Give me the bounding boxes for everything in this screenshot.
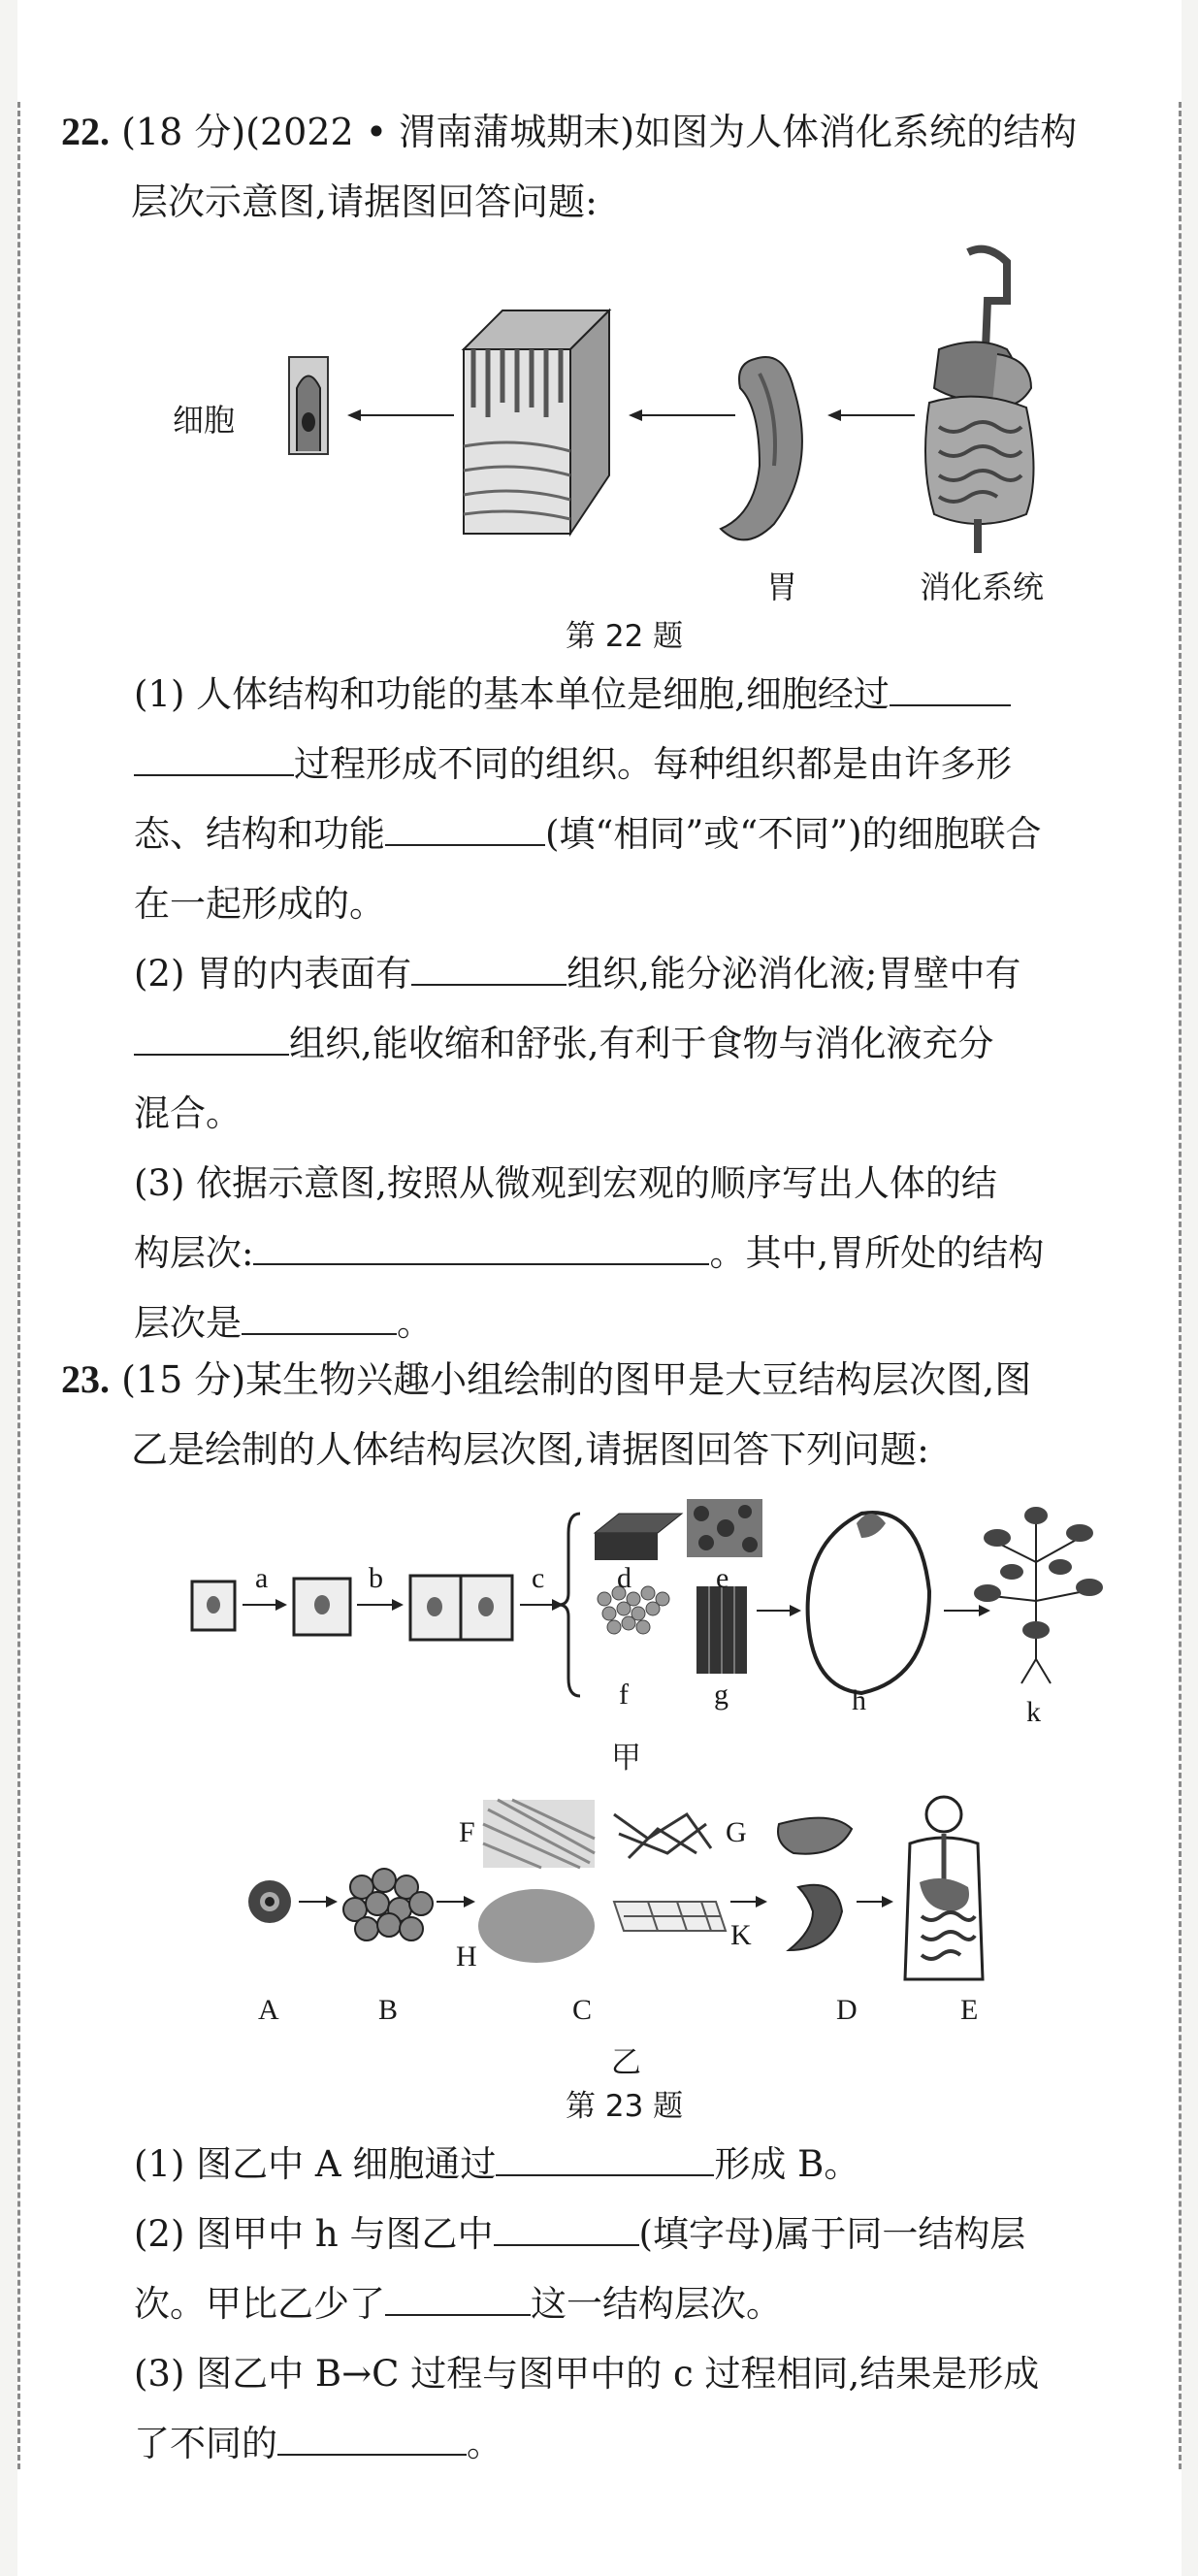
tissue-label-e: e	[716, 1562, 729, 1594]
figure-yi-caption: 乙	[611, 2045, 641, 2080]
q22-blank-1b[interactable]	[134, 735, 294, 776]
label-B: B	[378, 1994, 399, 2026]
q22-p1-line3b: (填“相同”或“不同”)的细胞联合	[545, 813, 1042, 855]
q22-p1-line3a: 态、结构和功能	[134, 813, 385, 855]
tissue-label-d: d	[617, 1562, 631, 1594]
q23-blank-2[interactable]	[494, 2205, 639, 2246]
left-dashed-margin	[17, 102, 20, 2469]
q23-p2-line2a: 次。甲比乙少了	[134, 2283, 385, 2325]
plant-label-k: k	[1026, 1696, 1041, 1728]
q23-p3-line2b: 。	[467, 2423, 502, 2464]
cell-image	[289, 357, 328, 454]
q23-p3-line2a: 了不同的	[134, 2423, 277, 2464]
q23-part1	[134, 2130, 1162, 2200]
arrow-label-b: b	[369, 1562, 383, 1594]
worksheet-page	[17, 0, 1182, 2576]
q22-part2	[134, 939, 1162, 1149]
q22-p2-line1a: (2) 胃的内表面有	[134, 953, 412, 995]
label-C: C	[572, 1994, 593, 2026]
q22-header	[61, 97, 1157, 237]
q22-p2-line1b: 组织,能分泌消化液;胃壁中有	[567, 953, 1021, 995]
stomach-image	[721, 357, 802, 539]
q22-figure-caption: 第 22 题	[566, 619, 684, 654]
q22-figure	[173, 243, 1085, 621]
arrow-label-a: a	[255, 1562, 269, 1594]
q23-p3-line1: (3) 图乙中 B→C 过程与图甲中的 c 过程相同,结果是形成	[134, 2353, 1040, 2395]
q23-blank-4[interactable]	[277, 2415, 467, 2456]
q22-p2-line3: 混合。	[134, 1092, 242, 1134]
q22-p3-line1: (3) 依据示意图,按照从微观到宏观的顺序写出人体的结	[134, 1162, 997, 1204]
q22-p3-line2a: 构层次:	[134, 1232, 254, 1274]
label-G: G	[726, 1816, 747, 1848]
q22-blank-5[interactable]	[253, 1224, 709, 1265]
organ-label-h: h	[852, 1684, 866, 1716]
right-dashed-margin	[1179, 102, 1182, 2469]
label-A: A	[258, 1994, 279, 2026]
q23-p1b: 形成 B。	[714, 2143, 860, 2185]
label-K: K	[730, 1919, 752, 1951]
q23-number: 23.	[61, 1357, 110, 1401]
q22-number: 22.	[61, 110, 110, 153]
digestive-system-image	[925, 249, 1034, 553]
label-E: E	[960, 1994, 979, 2026]
q22-blank-1a[interactable]	[890, 666, 1011, 706]
figure-jia	[163, 1484, 1133, 1737]
q22-blank-3[interactable]	[411, 945, 567, 986]
q23-part2	[134, 2200, 1162, 2339]
arrow-label-c: c	[532, 1562, 545, 1594]
q22-p1-line2: 过程形成不同的组织。每种组织都是由许多形	[294, 743, 1012, 785]
q22-blank-6[interactable]	[242, 1294, 397, 1335]
q22-header-line1: (18 分)(2022 • 渭南蒲城期末)如图为人体消化系统的结构	[121, 111, 1078, 153]
figure-jia-caption: 甲	[611, 1741, 641, 1776]
q22-blank-4[interactable]	[134, 1015, 289, 1056]
q23-blank-1[interactable]	[496, 2136, 714, 2176]
q22-part3	[134, 1149, 1162, 1358]
q23-header-line1: (15 分)某生物兴趣小组绘制的图甲是大豆结构层次图,图	[121, 1358, 1032, 1401]
q22-p3-line3b: 。	[397, 1302, 433, 1344]
q22-p1-line1: (1) 人体结构和功能的基本单位是细胞,细胞经过	[134, 673, 890, 715]
q23-blank-3[interactable]	[385, 2275, 531, 2316]
q23-header-line2: 乙是绘制的人体结构层次图,请据图回答下列问题:	[131, 1428, 929, 1471]
q22-p3-line3a: 层次是	[134, 1302, 242, 1344]
q22-p3-line2b: 。其中,胃所处的结构	[709, 1232, 1045, 1274]
q22-p2-line2: 组织,能收缩和舒张,有利于食物与消化液充分	[289, 1023, 994, 1064]
q23-header	[61, 1345, 1157, 1484]
label-stomach: 胃	[766, 569, 798, 605]
q22-blank-2[interactable]	[385, 805, 545, 846]
tissue-label-g: g	[714, 1679, 729, 1711]
label-F: F	[459, 1816, 475, 1848]
label-H: H	[456, 1940, 477, 1973]
q22-part1	[134, 660, 1162, 939]
q23-p2-line1b: (填字母)属于同一结构层	[638, 2213, 1026, 2255]
label-cell: 细胞	[173, 402, 236, 439]
figure-yi-drawing	[231, 1795, 1065, 2038]
figure-yi	[231, 1795, 1065, 2038]
tissue-block-image	[464, 310, 609, 534]
q23-figure-caption: 第 23 题	[566, 2089, 684, 2124]
q23-p2-line1a: (2) 图甲中 h 与图乙中	[134, 2213, 494, 2255]
label-digestive-system: 消化系统	[920, 569, 1045, 605]
q23-p2-line2b: 这一结构层次。	[531, 2283, 782, 2325]
label-D: D	[836, 1994, 858, 2026]
q22-header-line2: 层次示意图,请据图回答问题:	[131, 180, 598, 223]
q23-p1a: (1) 图乙中 A 细胞通过	[134, 2143, 497, 2185]
tissue-label-f: f	[619, 1679, 629, 1711]
figure-jia-drawing	[163, 1484, 1133, 1737]
q23-part3	[134, 2339, 1162, 2479]
q22-p1-line4: 在一起形成的。	[134, 883, 385, 925]
